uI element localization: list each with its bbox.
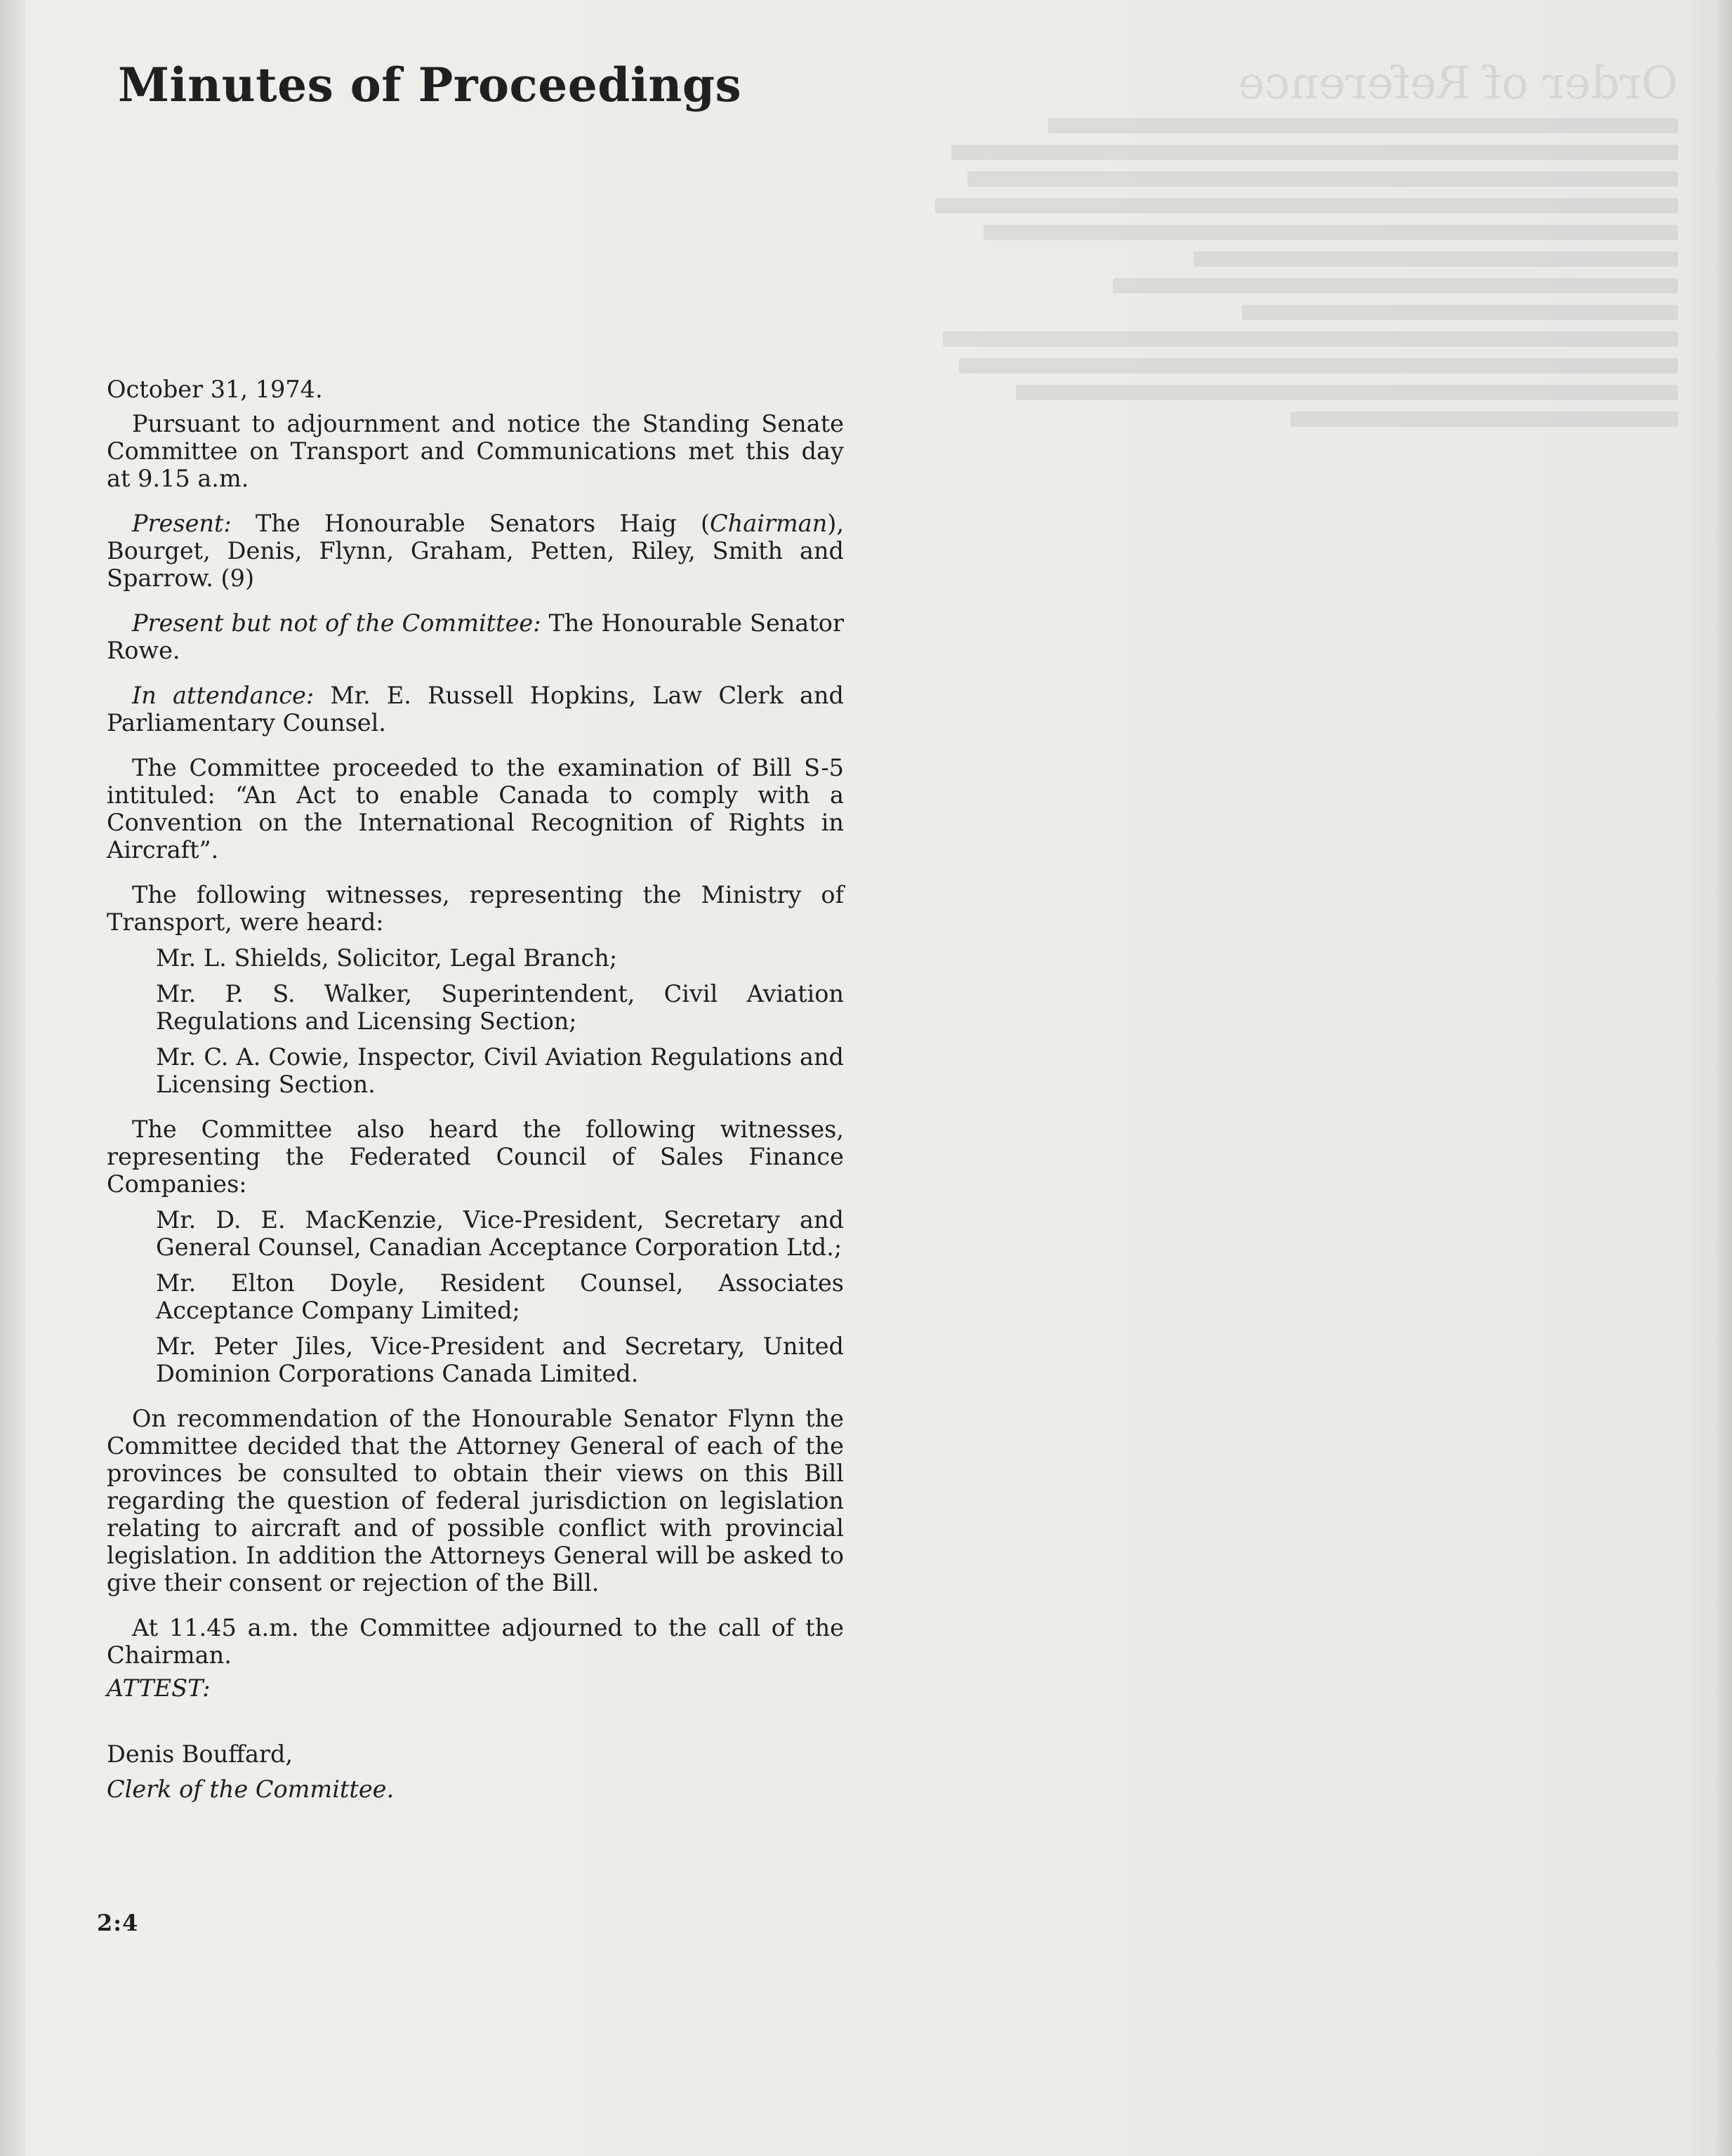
present-text-1: The Honourable Senators Haig ( [231, 510, 710, 537]
page-right-edge [1712, 0, 1732, 2156]
minutes-column [107, 376, 844, 1807]
bleed-line [1113, 278, 1678, 293]
bleed-through-title: Order of Reference [1238, 58, 1678, 110]
bleed-line [1194, 251, 1678, 267]
attendance-paragraph [107, 682, 844, 736]
present-chairman: Chairman [710, 510, 828, 537]
bleed-line [935, 198, 1678, 213]
bleed-line [1048, 118, 1678, 133]
witness-item: Mr. L. Shields, Solicitor, Legal Branch; [156, 944, 618, 972]
bleed-line [967, 171, 1678, 187]
bleed-line [1290, 411, 1678, 427]
signature-title: Clerk of the Committee. [107, 1775, 395, 1803]
attest-label: ATTEST: [107, 1674, 211, 1702]
bleed-line [951, 145, 1678, 160]
witness-item: Mr. Elton Doyle, Resident Counsel, Associates Acceptance Company Limited; [156, 1269, 844, 1324]
page-title: Minutes of Proceedings [118, 58, 742, 112]
meeting-paragraph: Pursuant to adjournment and notice the Standing Senate Committee on Transport and Communications met this day at 9.15 a.m. [107, 410, 844, 492]
ministry-intro: The following witnesses, representing the Ministry of Transport, were heard: [107, 881, 844, 936]
meeting-date: October 31, 1974. [107, 376, 323, 403]
attendance-text: Mr. E. Russell Hopkins, Law Clerk and Parliamentary Counsel. [107, 682, 844, 736]
present-not-text: The Honourable Senator Rowe. [107, 609, 844, 664]
witness-item: Mr. D. E. MacKenzie, Vice-President, Secretary and General Counsel, Canadian Acceptance Corporation Ltd.; [156, 1206, 844, 1261]
attendance-label: In attendance: [132, 682, 315, 709]
bleed-through-text [871, 58, 1678, 1053]
bleed-line [1016, 385, 1678, 400]
witness-item: Mr. P. S. Walker, Superintendent, Civil Aviation Regulations and Licensing Section; [156, 980, 844, 1035]
recommendation-paragraph: On recommendation of the Honourable Senator Flynn the Committee decided that the Attorney General of each of the provinces be consulted to obtain their views on this Bill regarding the question of federal jurisdiction on legislation relating to aircraft and of possible conflict with provincial legislation. In addition the Attorneys General will be asked to give their consent or rejection of the Bill. [107, 1405, 844, 1596]
present-not-label: Present but not of the Committee: [132, 609, 541, 637]
witness-item: Mr. C. A. Cowie, Inspector, Civil Aviation Regulations and Licensing Section. [156, 1043, 844, 1098]
bleed-line [984, 225, 1678, 240]
witness-item: Mr. Peter Jiles, Vice-President and Secretary, United Dominion Corporations Canada Limited. [156, 1332, 844, 1387]
page-left-edge [0, 0, 25, 2156]
bleed-line [960, 358, 1679, 373]
present-not-paragraph [107, 609, 844, 664]
present-paragraph [107, 510, 844, 592]
federated-intro: The Committee also heard the following witnesses, representing the Federated Council of Sales Finance Companies: [107, 1116, 844, 1198]
present-text-2: ), Bourget, Denis, Flynn, Graham, Petten, Riley, Smith and Sparrow. (9) [107, 510, 844, 592]
present-label: Present: [132, 510, 232, 537]
signature-name: Denis Bouffard, [107, 1740, 293, 1768]
bleed-line [944, 331, 1679, 347]
bleed-line [1242, 305, 1678, 320]
examination-paragraph: The Committee proceeded to the examination of Bill S-5 intituled: “An Act to enable Canada to comply with a Convention on the International Recognition of Rights in Aircraft”. [107, 754, 844, 864]
adjournment-paragraph: At 11.45 a.m. the Committee adjourned to the call of the Chairman. [107, 1614, 844, 1669]
page-number: 2:4 [97, 1910, 139, 1936]
